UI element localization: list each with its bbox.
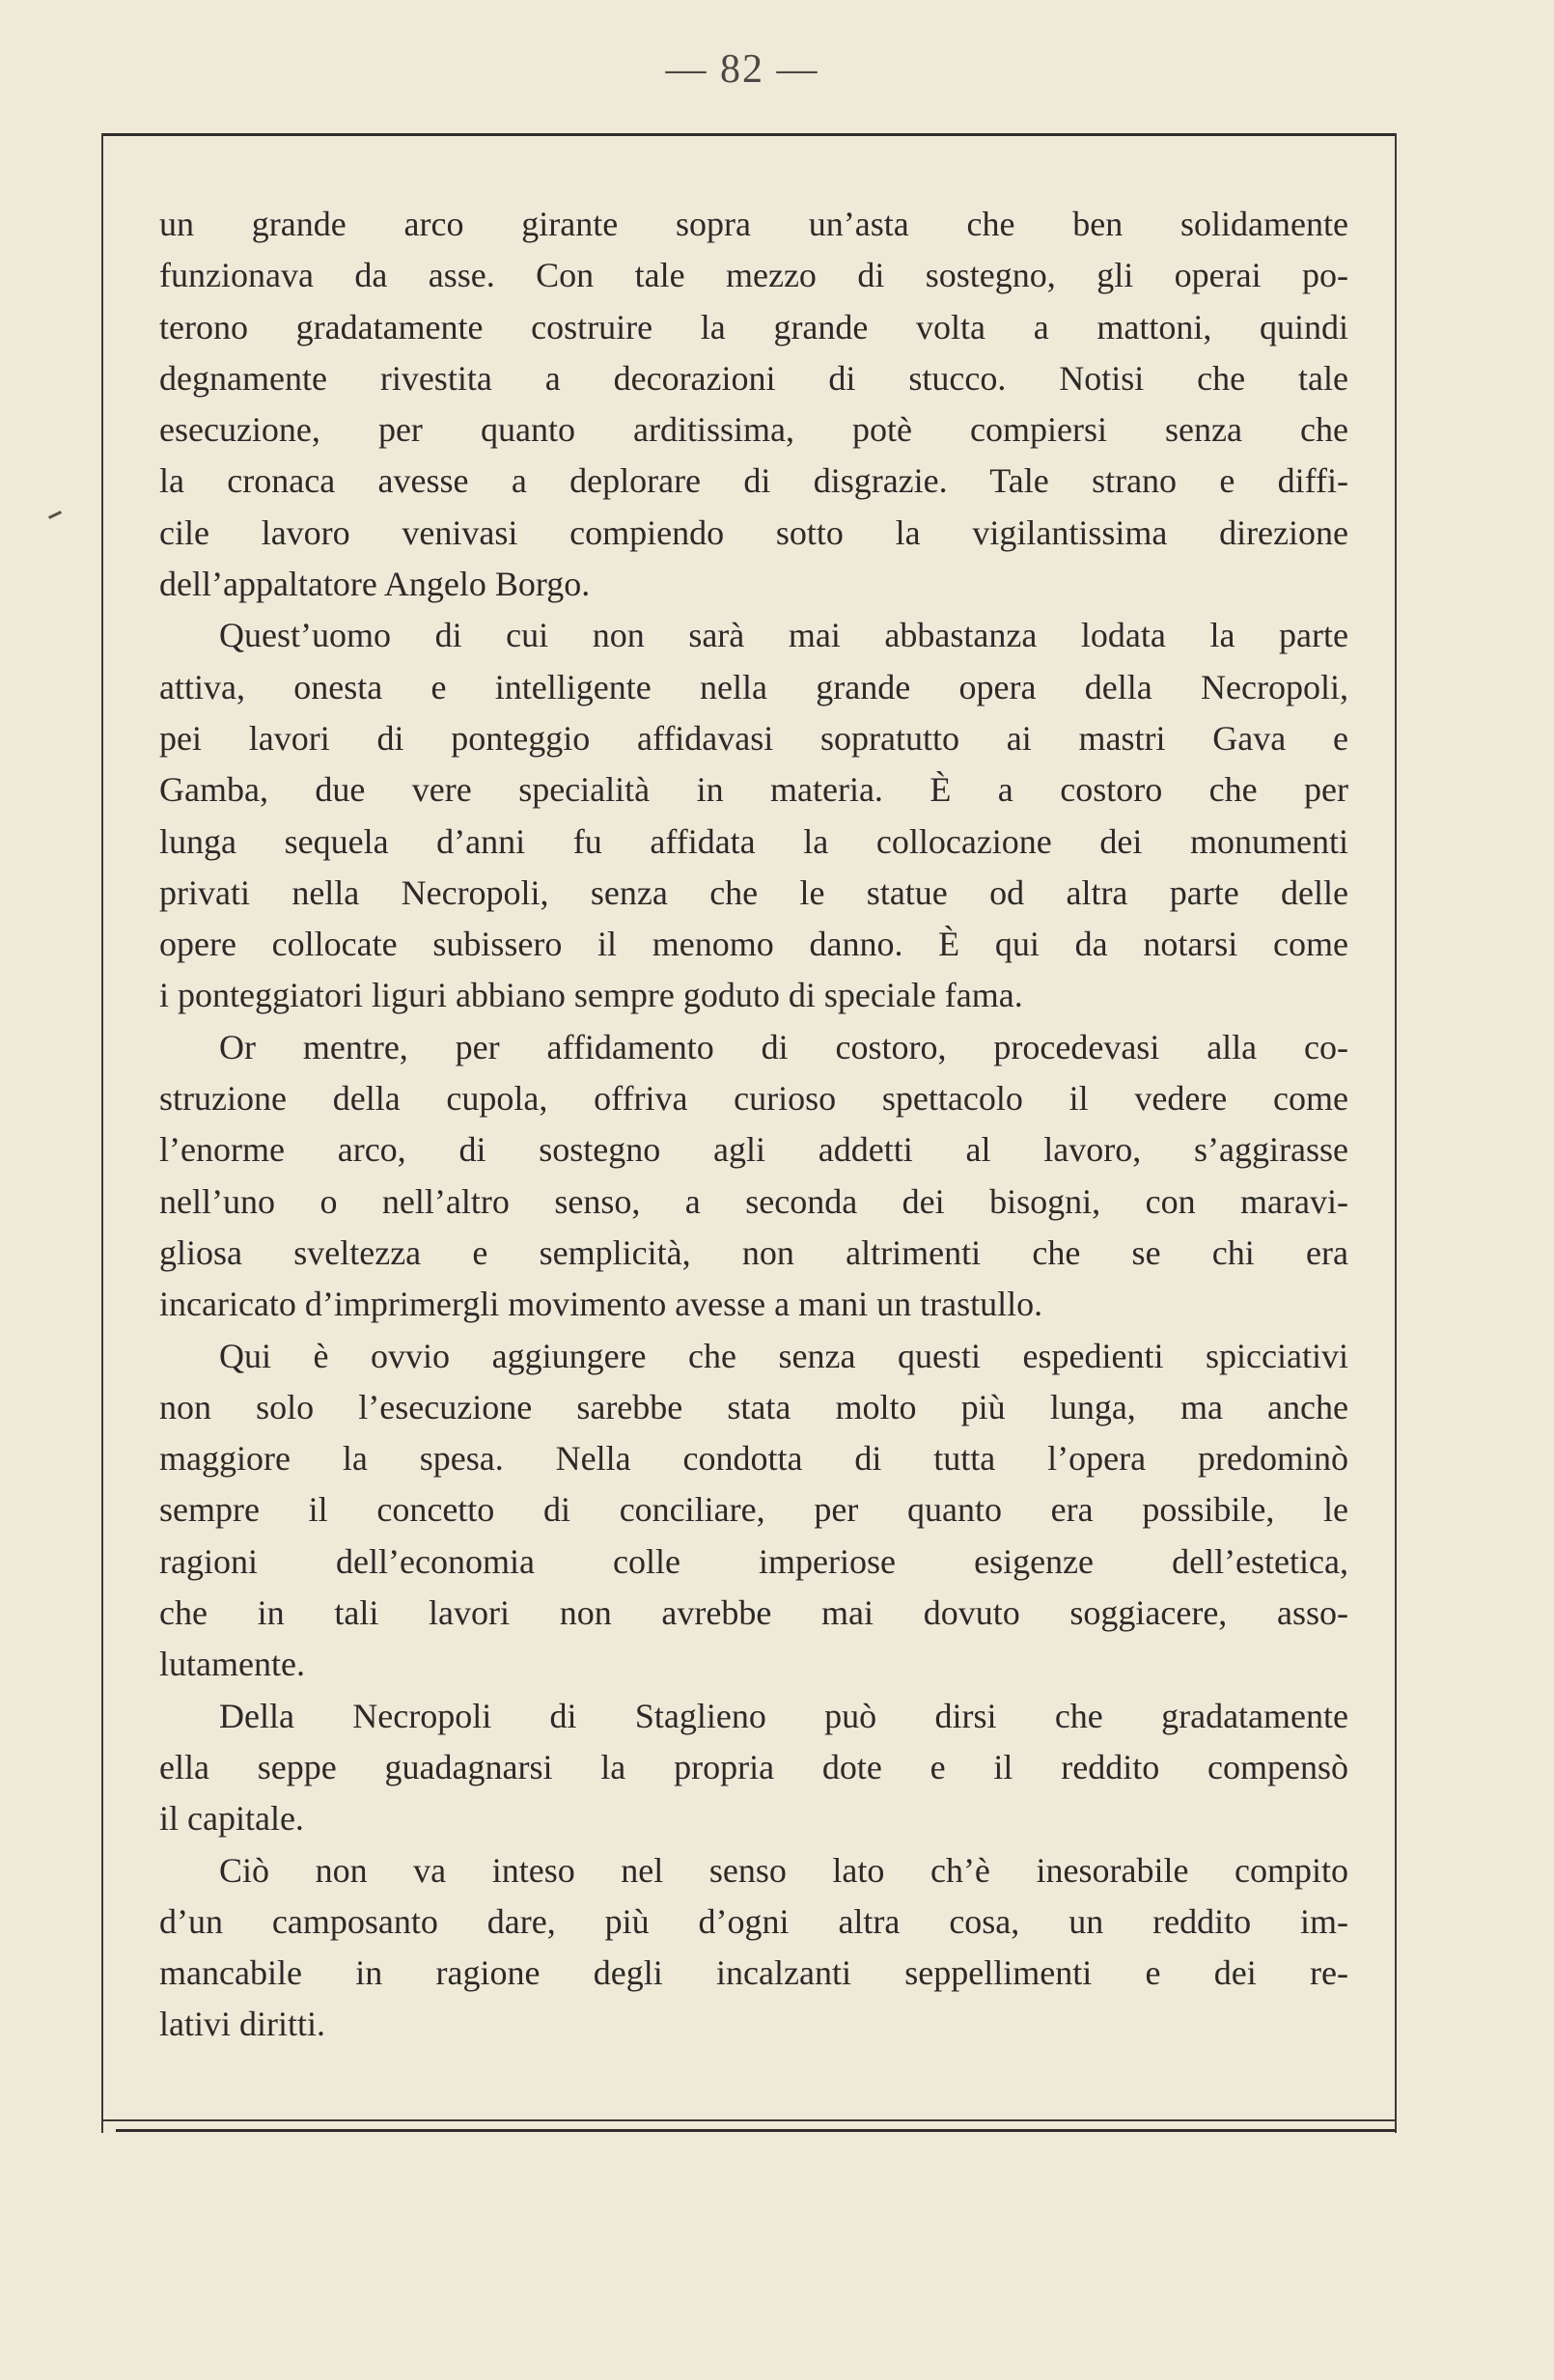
text-line: opere collocate subissero il menomo danno. È qui da notarsi come [159,925,1348,964]
text-line: un grande arco girante sopra un’asta che ben solidamente [159,205,1348,243]
text-line: lativi diritti. [159,2005,325,2044]
text-line: ragioni dell’economia colle imperiose esigenze dell’estetica, [159,1541,1348,1581]
body-text [159,199,1348,2051]
text-line: Ciò non va inteso nel senso lato ch’è inesorabile compito [219,1850,1348,1890]
text-line: i ponteggiatori liguri abbiano sempre goduto di speciale fama. [159,976,1023,1015]
bottom-rule [101,2119,1395,2121]
page-number: — 82 — [665,47,819,92]
text-line: d’un camposanto dare, più d’ogni altra cosa, un reddito im- [159,1901,1348,1941]
text-line: funzionava da asse. Con tale mezzo di sostegno, gli operai po- [159,256,1348,295]
text-line: degnamente rivestita a decorazioni di stucco. Notisi che tale [159,358,1348,398]
text-line: dell’appaltatore Angelo Borgo. [159,565,591,604]
text-line: esecuzione, per quanto arditissima, potè compiersi senza che [159,410,1348,450]
text-line: ella seppe guadagnarsi la propria dote e il reddito compensò [159,1747,1348,1786]
text-line: privati nella Necropoli, senza che le statue od altra parte delle [159,872,1348,912]
text-line: nell’uno o nell’altro senso, a seconda dei bisogni, con maravi- [159,1181,1348,1221]
text-line: lunga sequela d’anni fu affidata la collocazione dei monumenti [159,821,1348,861]
text-line: l’enorme arco, di sostegno agli addetti al lavoro, s’aggirasse [159,1130,1348,1170]
text-line: lutamente. [159,1645,305,1684]
text-line: incaricato d’imprimergli movimento avesse a mani un trastullo. [159,1285,1043,1324]
text-line: pei lavori di ponteggio affidavasi sopratutto ai mastri Gava e [159,718,1348,758]
text-line: attiva, onesta e intelligente nella grande opera della Necropoli, [159,667,1348,706]
bottom-rule-double [116,2129,1395,2132]
margin-mark [48,511,62,519]
text-line: sempre il concetto di conciliare, per quanto era possibile, le [159,1490,1348,1530]
text-line: Gamba, due vere specialità in materia. È a costoro che per [159,770,1348,810]
text-line: che in tali lavori non avrebbe mai dovuto soggiacere, asso- [159,1593,1348,1633]
text-line: non solo l’esecuzione sarebbe stata molto più lunga, ma anche [159,1387,1348,1426]
text-line: la cronaca avesse a deplorare di disgrazie. Tale strano e diffi- [159,461,1348,501]
text-line: Della Necropoli di Staglieno può dirsi che gradatamente [219,1696,1348,1735]
text-line: terono gradatamente costruire la grande volta a mattoni, quindi [159,307,1348,346]
text-line: struzione della cupola, offriva curioso spettacolo il vedere come [159,1079,1348,1119]
text-line: maggiore la spesa. Nella condotta di tutta l’opera predominò [159,1439,1348,1479]
text-line: Quest’uomo di cui non sarà mai abbastanza lodata la parte [219,616,1348,655]
text-line: Qui è ovvio aggiungere che senza questi espedienti spicciativi [219,1336,1348,1375]
text-line: Or mentre, per affidamento di costoro, procedevasi alla co- [219,1027,1348,1066]
text-line: cile lavoro venivasi compiendo sotto la vigilantissima direzione [159,512,1348,552]
text-line: gliosa sveltezza e semplicità, non altrimenti che se chi era [159,1232,1348,1272]
text-line: il capitale. [159,1799,304,1839]
text-line: mancabile in ragione degli incalzanti seppellimenti e dei re- [159,1953,1348,1993]
